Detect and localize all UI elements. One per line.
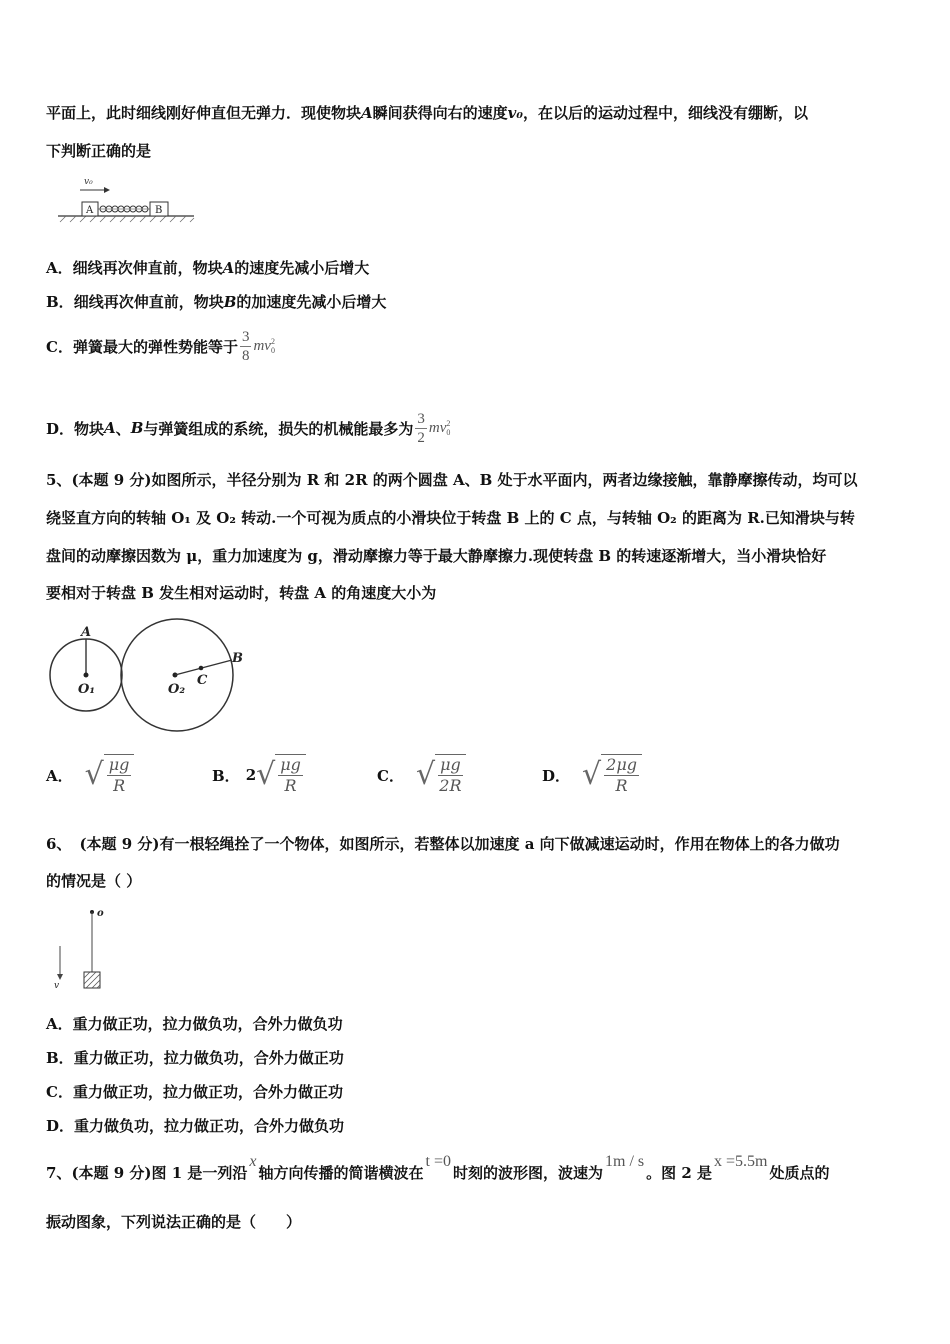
q4-option-c-fraction: $\frac{3}{8}$	[241, 328, 250, 364]
q6-option-a[interactable]: A．重力做正功，拉力做负功，合外力做负功	[46, 1015, 343, 1033]
q6-option-d[interactable]: D．重力做负功，拉力做正功，合外力做负功	[46, 1117, 345, 1135]
q6-option-b[interactable]: B．重力做正功，拉力做负功，合外力做正功	[46, 1049, 344, 1067]
q5-option-d-sqrt: √ 2μg R	[582, 754, 642, 796]
q5-line-3: 盘间的动摩擦因数为 μ，重力加速度为 g，滑动摩擦力等于最大静摩擦力.现使转盘 B 的转速逐渐增大，当小滑块恰好	[46, 547, 827, 565]
q5-line-4: 要相对于转盘 B 发生相对运动时，转盘 A 的角速度大小为	[46, 584, 437, 602]
q6-fig-velocity-arrow-head	[57, 974, 63, 980]
q6-line-1: 6、 (本题 9 分)有一根轻绳拴了一个物体，如图所示，若整体以加速度 a 向下做减速运动时，作用在物体上的各力做功	[46, 835, 840, 853]
q5-option-b-sqrt: √ μg R	[256, 754, 306, 796]
q7-x-axis: x	[249, 1153, 257, 1170]
q4-fig-block-b-label: B	[155, 205, 163, 216]
q4-fig-arrow-head	[104, 187, 110, 193]
q5-fig-axis-o1	[84, 673, 89, 678]
q6-fig-label-v: v	[54, 981, 60, 991]
q6-fig-object	[84, 972, 100, 988]
q5-fig-label-a: A	[81, 625, 92, 640]
q4-option-c[interactable]: C． 弹簧最大的弹性势能等于 $\frac{3}{8}$ mv 2 0	[46, 328, 275, 364]
q5-line-1: 5、(本题 9 分)如图所示，半径分别为 R 和 2R 的两个圆盘 A、B 处于水平面内，两者边缘接触，靠静摩擦传动，均可以	[46, 471, 858, 489]
q4-stem-line-2: 下判断正确的是	[46, 142, 152, 160]
q5-fig-point-c	[199, 666, 204, 671]
q4-option-d[interactable]: D． 物块 A 、 B 与弹簧组成的系统，损失的机械能最多为 $\frac{3}{2}$ mv 2 0	[46, 410, 451, 446]
q7-position: x =5.5m	[714, 1153, 768, 1170]
q4-option-d-fraction: $\frac{3}{2}$	[417, 410, 425, 446]
q5-option-c-sqrt: √ μg 2R	[416, 754, 466, 796]
q7-t-equals-zero: t =0	[425, 1153, 451, 1170]
q4-option-b[interactable]: B．细线再次伸直前，物块B的加速度先减小后增大	[46, 293, 387, 311]
q5-option-d[interactable]: D． √ 2μg R	[542, 750, 642, 800]
q7-line-1: 7、(本题 9 分)图 1 是一列沿x轴方向传播的简谐横波在t =0时刻的波形图，波速为1m / s。图 2 是x =5.5m处质点的	[46, 1153, 830, 1182]
q6-line-2: 的情况是（ ）	[46, 872, 142, 890]
q5-fig-label-c: C	[197, 673, 208, 688]
q4-fig-v0-label: v₀	[84, 177, 93, 187]
q6-fig-label-o: o	[97, 908, 104, 919]
q7-wave-speed: 1m / s	[605, 1153, 645, 1170]
q4-figure-blocks-spring	[56, 172, 196, 224]
q5-fig-label-o1: O₁	[78, 682, 96, 697]
q6-figure-rope-object	[46, 902, 126, 994]
q7-line-2: 振动图象，下列说法正确的是（ ）	[46, 1213, 302, 1231]
q5-fig-label-o2: O₂	[168, 682, 186, 697]
q4-option-a[interactable]: A．细线再次伸直前，物块A的速度先减小后增大	[46, 259, 370, 277]
q4-fig-block-a-label: A	[86, 205, 94, 216]
q5-option-a-sqrt: √ μg R	[85, 754, 135, 796]
q5-line-2: 绕竖直方向的转轴 O₁ 及 O₂ 转动.一个可视为质点的小滑块位于转盘 B 上的 C 点，与转轴 O₂ 的距离为 R.已知滑块与转	[46, 509, 855, 527]
q4-fig-ground-hatch	[60, 216, 194, 222]
q6-option-c[interactable]: C．重力做正功，拉力做正功，合外力做正功	[46, 1083, 343, 1101]
q5-option-a[interactable]: A． √ μg R	[46, 750, 134, 800]
q4-stem-line-1: 平面上，此时细线刚好伸直但无弹力．现使物块A瞬间获得向右的速度v₀，在以后的运动过程中，细线没有绷断，以	[46, 104, 808, 122]
q5-option-b[interactable]: B． 2 √ μg R	[212, 750, 306, 800]
q5-figure-discs	[46, 617, 256, 737]
q5-option-c[interactable]: C． √ μg 2R	[377, 750, 466, 800]
q5-fig-label-b: B	[232, 651, 243, 666]
